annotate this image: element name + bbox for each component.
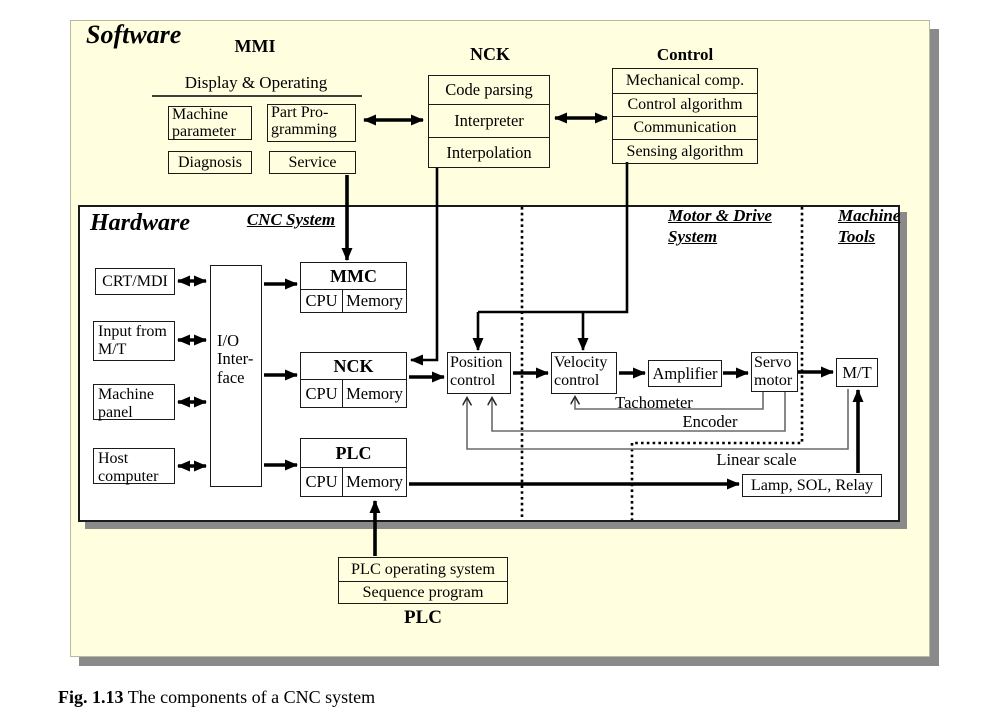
plc-software-block: [338, 557, 508, 604]
software-section-label: Software: [86, 20, 182, 49]
box-machine-panel: Machine panel: [93, 384, 175, 420]
mmi-box-service: Service: [269, 151, 356, 174]
box-velocity-control: Velocity control: [551, 352, 617, 394]
nck-software-title: NCK: [470, 44, 510, 64]
block-mmc-title: MMC: [330, 265, 377, 286]
block-nck-memory: Memory: [346, 383, 403, 403]
box-crt-mdi: CRT/MDI: [95, 268, 175, 295]
block-nck-title: NCK: [333, 355, 374, 376]
block-plc-memory: Memory: [346, 472, 403, 491]
block-nck: [300, 352, 407, 408]
block-plc-cpu: CPU: [301, 468, 343, 496]
block-mmc-cpu: CPU: [301, 290, 343, 312]
figure-caption: [58, 687, 375, 708]
nck-row-interpreter: Interpreter: [429, 104, 549, 137]
control-title: Control: [656, 45, 714, 64]
line-ncksw-to-nckhw: [411, 167, 437, 360]
block-plc: [300, 438, 407, 497]
plc-os-row: PLC operating system: [351, 560, 495, 578]
control-row-sensing-algorithm: Sensing algorithm: [613, 139, 757, 163]
box-mt: M/T: [836, 358, 878, 387]
block-nck-cpu: CPU: [301, 380, 343, 407]
mmi-box-diagnosis: Diagnosis: [168, 151, 252, 174]
nck-row-code-parsing: Code parsing: [445, 80, 533, 99]
box-amplifier: Amplifier: [648, 360, 722, 387]
plc-software-label: PLC: [404, 607, 442, 628]
box-io-interface: [210, 265, 262, 487]
nck-row-interpolation: Interpolation: [429, 137, 549, 167]
control-block: [612, 68, 758, 164]
caption-text: The components of a CNC system: [127, 687, 376, 707]
io-interface-label: I/O Inter-face: [217, 331, 254, 387]
mmi-title: MMI: [234, 36, 276, 56]
label-tachometer: Tachometer: [615, 393, 693, 412]
control-row-mechanical-comp: Mechanical comp.: [625, 72, 745, 89]
block-plc-title: PLC: [335, 442, 372, 463]
box-host-computer: Host computer: [93, 448, 175, 484]
label-linear-scale: Linear scale: [716, 450, 797, 469]
control-row-control-algorithm: Control algorithm: [613, 93, 757, 116]
block-mmc-memory: Memory: [346, 291, 403, 310]
box-servo-motor: Servo motor: [751, 352, 798, 392]
box-lamp-sol-relay: Lamp, SOL, Relay: [742, 474, 882, 497]
section-machine-tools: Machine Tools: [838, 206, 901, 247]
section-cnc-system: CNC System: [246, 210, 336, 229]
hardware-section-label: Hardware: [90, 210, 191, 236]
label-encoder: Encoder: [682, 412, 738, 431]
caption-number: Fig. 1.13: [58, 687, 124, 707]
line-control-down: [478, 162, 627, 312]
mmi-subtitle: Display & Operating: [184, 73, 328, 92]
section-motor-drive-system: Motor & Drive System: [668, 206, 772, 247]
box-input-from-mt: Input from M/T: [93, 321, 175, 361]
block-mmc: [300, 262, 407, 313]
control-row-communication: Communication: [613, 116, 757, 139]
mmi-box-machine-parameter: Machine parameter: [168, 106, 252, 140]
mmi-box-part-programming: Part Pro-gramming: [267, 104, 356, 142]
nck-software-block: [428, 75, 550, 168]
sequence-program-row: Sequence program: [339, 581, 507, 603]
box-position-control: Position control: [447, 352, 511, 394]
